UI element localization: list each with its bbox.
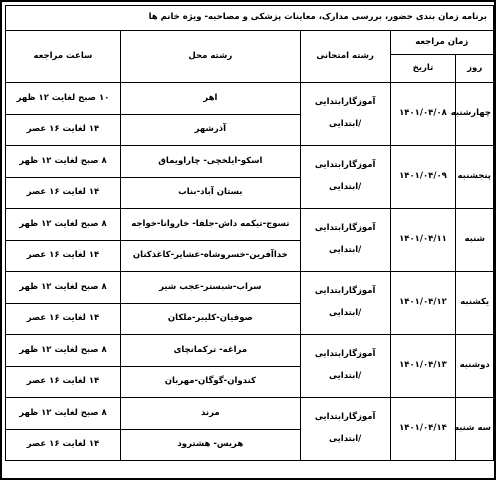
exam-field-line1: آموزگارابتدایی [314, 223, 376, 234]
place-cell: هریس- هشترود [120, 430, 300, 461]
day-cell: چهارشنبه [456, 83, 494, 146]
place-cell: کندوان-گوگان-مهربان [120, 367, 300, 398]
exam-field-line2: /ابتدایی [328, 119, 362, 129]
exam-field-cell [300, 146, 390, 209]
time-cell: ۱۴ لغایت ۱۶ عصر [6, 304, 121, 335]
header-day: روز [456, 55, 494, 83]
place-cell: تسوج-تیکمه داش-جلفا- خاروانا-خواجه [120, 209, 300, 241]
date-cell: ۱۴۰۱/۰۴/۱۲ [390, 272, 456, 335]
exam-field-line2: /ابتدایی [328, 308, 362, 318]
place-cell: خداآفرین-خسروشاه-عشایر-کاغذکنان [120, 241, 300, 272]
exam-field-line1: آموزگارابتدایی [314, 286, 376, 297]
place-cell: اهر [120, 83, 300, 115]
exam-field-line1: آموزگارابتدایی [314, 97, 376, 108]
place-cell: اسکو-ایلخچی- چاراویماق [120, 146, 300, 178]
exam-field-line2: /ابتدایی [328, 371, 362, 381]
exam-field-line2: /ابتدایی [328, 182, 362, 192]
day-cell: یکشنبه [456, 272, 494, 335]
time-cell: ۱۰ صبح لغایت ۱۲ ظهر [6, 83, 121, 115]
exam-field-cell [300, 272, 390, 335]
time-cell: ۱۴ لغایت ۱۶ عصر [6, 367, 121, 398]
exam-field-line2: /ابتدایی [328, 245, 362, 255]
table-row [6, 146, 494, 178]
time-cell: ۱۴ لغایت ۱۶ عصر [6, 115, 121, 146]
place-cell: صوفیان-کلیبر-ملکان [120, 304, 300, 335]
table-title: برنامه زمان بندی حضور، بررسی مدارک، معاینات پزشکی و مصاحبه- ویژه خانم ها [6, 6, 494, 31]
time-cell: ۱۴ لغایت ۱۶ عصر [6, 241, 121, 272]
header-exam-field: رشته امتحانی [300, 31, 390, 83]
time-cell: ۸ صبح لغایت ۱۲ ظهر [6, 398, 121, 430]
header-referral-hour: ساعت مراجعه [6, 31, 121, 83]
day-cell: شنبه [456, 209, 494, 272]
date-cell: ۱۴۰۱/۰۴/۱۴ [390, 398, 456, 461]
table-row [6, 209, 494, 241]
table-row [6, 272, 494, 304]
day-cell: سه شنبه [456, 398, 494, 461]
exam-field-cell [300, 83, 390, 146]
place-cell: بستان آباد-بناب [120, 178, 300, 209]
header-date: تاریخ [390, 55, 456, 83]
time-cell: ۸ صبح لغایت ۱۲ ظهر [6, 272, 121, 304]
time-cell: ۱۴ لغایت ۱۶ عصر [6, 430, 121, 461]
header-place-field: رشته محل [120, 31, 300, 83]
day-cell: دوشنبه [456, 335, 494, 398]
day-cell: پنجشنبه [456, 146, 494, 209]
exam-field-line2: /ابتدایی [328, 434, 362, 444]
header-referral-time: زمان مراجعه [390, 31, 493, 55]
table-row [6, 83, 494, 115]
place-cell: مرند [120, 398, 300, 430]
time-cell: ۸ صبح لغایت ۱۲ ظهر [6, 209, 121, 241]
place-cell: سراب-شبستر-عجب شیر [120, 272, 300, 304]
date-cell: ۱۴۰۱/۰۴/۰۸ [390, 83, 456, 146]
schedule-table [5, 5, 494, 461]
exam-field-cell [300, 335, 390, 398]
exam-field-line1: آموزگارابتدایی [314, 349, 376, 360]
table-row [6, 335, 494, 367]
place-cell: مراغه- ترکمانچای [120, 335, 300, 367]
exam-field-cell [300, 398, 390, 461]
table-row [6, 398, 494, 430]
time-cell: ۸ صبح لغایت ۱۲ ظهر [6, 146, 121, 178]
date-cell: ۱۴۰۱/۰۴/۰۹ [390, 146, 456, 209]
exam-field-cell [300, 209, 390, 272]
date-cell: ۱۴۰۱/۰۴/۱۱ [390, 209, 456, 272]
time-cell: ۱۴ لغایت ۱۶ عصر [6, 178, 121, 209]
time-cell: ۸ صبح لغایت ۱۲ ظهر [6, 335, 121, 367]
place-cell: آذرشهر [120, 115, 300, 146]
exam-field-line1: آموزگارابتدایی [314, 160, 376, 171]
exam-field-line1: آموزگارابتدایی [314, 412, 376, 423]
date-cell: ۱۴۰۱/۰۴/۱۳ [390, 335, 456, 398]
